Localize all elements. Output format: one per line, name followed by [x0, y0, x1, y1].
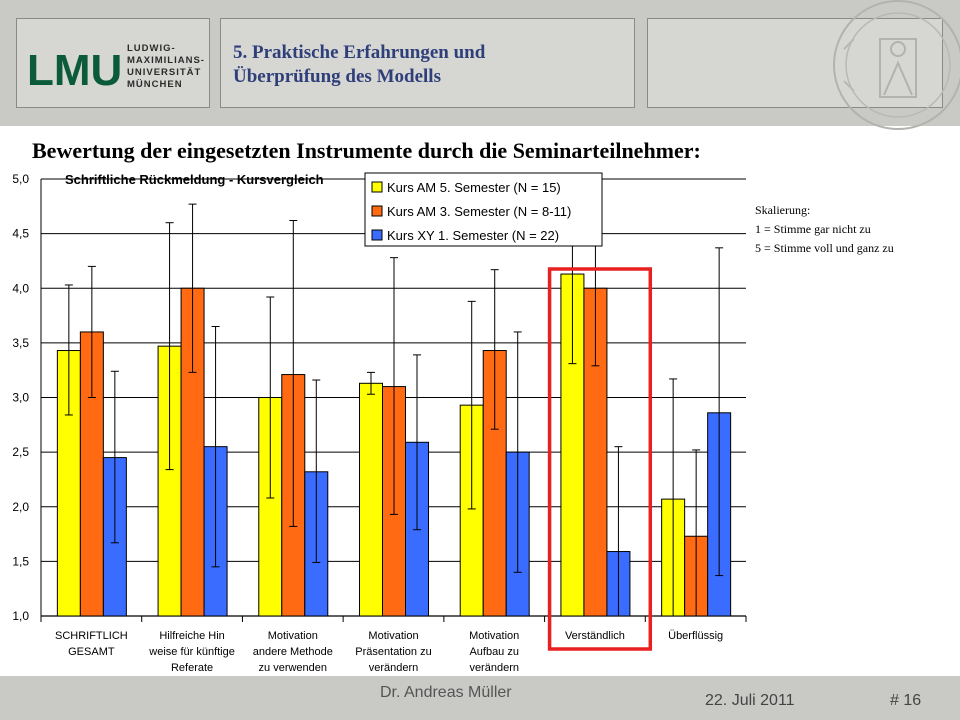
- x-tick-label: Motivation: [469, 630, 520, 642]
- scale-title: Skalierung:: [755, 203, 811, 217]
- lmu-logo: [16, 18, 210, 108]
- section-title-box: [220, 18, 635, 108]
- legend-entry: Kurs AM 5. Semester (N = 15): [387, 180, 561, 195]
- chart-title: Schriftliche Rückmeldung - Kursvergleich: [65, 172, 324, 187]
- y-tick-label: 4,0: [12, 281, 29, 296]
- footer-date: 22. Juli 2011: [705, 692, 795, 709]
- x-tick-label: SCHRIFTLICH: [54, 630, 128, 642]
- lmu-logo-letters: LMU: [27, 46, 123, 95]
- scale-line: 5 = Stimme voll und ganz zu: [755, 241, 894, 255]
- university-line: UNIVERSITÄT: [127, 67, 202, 78]
- x-tick-label: Präsentation zu: [355, 646, 432, 658]
- x-tick-label: GESAMT: [68, 646, 115, 658]
- bar: [360, 383, 383, 616]
- y-tick-label: 2,5: [12, 445, 29, 460]
- x-tick-label: Überflüssig: [668, 630, 724, 642]
- x-tick-label: andere Methode: [252, 646, 333, 658]
- slide-footer: [0, 676, 960, 720]
- section-title-line2: Überprüfung des Modells: [233, 66, 441, 87]
- section-title: [233, 41, 485, 89]
- y-tick-label: 4,5: [12, 226, 29, 241]
- legend-swatch: [372, 182, 382, 192]
- x-tick-label: verändern: [368, 662, 419, 674]
- lmu-logo-mark: [23, 23, 123, 103]
- section-title-line1: 5. Praktische Erfahrungen und: [233, 42, 486, 63]
- x-tick-label: zu verwenden: [258, 662, 328, 674]
- university-line: MÜNCHEN: [127, 79, 183, 90]
- slide-heading: Bewertung der eingesetzten Instrumente durch die Seminarteilnehmer:: [32, 138, 701, 163]
- legend-swatch: [372, 230, 382, 240]
- page-number: # 16: [890, 692, 922, 709]
- footer-author: Dr. Andreas Müller: [380, 684, 512, 701]
- x-tick-label: Motivation: [267, 630, 318, 642]
- x-tick-label: Referate: [170, 662, 214, 674]
- legend-entry: Kurs AM 3. Semester (N = 8-11): [387, 204, 572, 219]
- scale-note: [755, 201, 894, 258]
- x-tick-label: Verständlich: [564, 630, 625, 642]
- seal-icon: [648, 19, 944, 109]
- x-tick-label: weise für künftige: [149, 646, 235, 658]
- scale-line: 1 = Stimme gar nicht zu: [755, 222, 871, 236]
- legend-entry: Kurs XY 1. Semester (N = 22): [387, 228, 560, 243]
- x-tick-label: Motivation: [368, 630, 419, 642]
- university-name: [127, 43, 205, 91]
- y-tick-label: 5,0: [12, 172, 29, 186]
- y-tick-label: 3,0: [12, 390, 29, 405]
- y-tick-label: 1,5: [12, 554, 29, 569]
- legend-swatch: [372, 206, 382, 216]
- y-tick-label: 1,0: [12, 609, 29, 623]
- university-line: LUDWIG-: [127, 43, 176, 54]
- university-line: MAXIMILIANS-: [127, 55, 205, 66]
- university-seal: [647, 18, 943, 108]
- slide-header: [0, 0, 960, 126]
- x-tick-label: verändern: [469, 662, 519, 674]
- y-tick-label: 2,0: [12, 499, 29, 514]
- x-tick-label: Aufbau zu: [469, 646, 519, 658]
- x-tick-label: Hilfreiche Hin: [159, 630, 225, 642]
- y-tick-label: 3,5: [12, 335, 29, 350]
